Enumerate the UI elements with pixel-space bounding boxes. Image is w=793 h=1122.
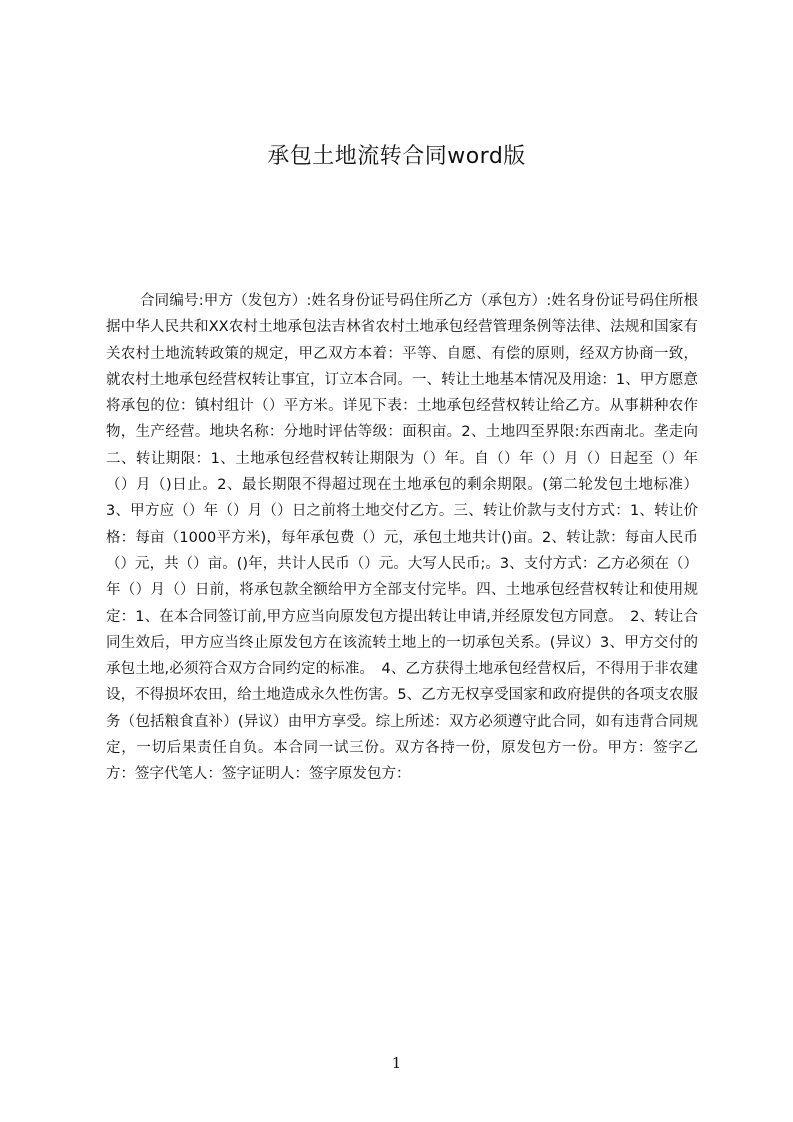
contract-body-text: 合同编号:甲方（发包方）:姓名身份证号码住所乙方（承包方）:姓名身份证号码住所根据中华人民共和XX农村土地承包法吉林省农村土地承包经营管理条例等法律、法规和国家有关农村土地流转政策的规定，甲乙双方本着：平等、自愿、有偿的原则，经双方协商一致，就农村土地承包经营权转让事宜，订立本合同。一、转让土地基本情况及用途：1、甲方愿意将承包的位：镇村组计（）平方米。详见下表：土地承包经营权转让给乙方。从事耕种农作物，生产经营。地块名称：分地时评估等级：面积亩。2、土地四至界限:东西南北。垄走向 二、转让期限：1、土地承包经营权转让期限为（）年。自（）年（）月（）日起至（）年（）月（)日止。2、最长期限不得超过现在土地承包的剩余期限。(第二轮发包土地标准）3、甲方应（）年（）月（）日之前将土地交付乙方。三、转让价款与支付方式：1、转让价格：每亩（1000平方米)，每年承包费（）元，承包土地共计()亩。2、转让款：每亩人民币（）元，共（）亩。()年，共计人民币（）元。大写人民币;。3、支付方式：乙方必须在（）年（）月（）日前，将承包款全额给甲方全部支付完毕。四、土地承包经营权转让和使用规定：1、在本合同签订前,甲方应当向原发包方提出转让申请,并经原发包方同意。 2、转让合同生效后，甲方应当终止原发包方在该流转土地上的一切承包关系。(异议）3、甲方交付的承包土地,必须符合双方合同约定的标准。 4、乙方获得土地承包经营权后，不得用于非农建设，不得损坏农田，给土地造成永久性伤害。5、乙方无权享受国家和政府提供的各项支农服务（包括粮食直补）(异议）由甲方享受。综上所述：双方必须遵守此合同，如有违背合同规定，一切后果责任自负。本合同一试三份。双方各持一份，原发包方一份。甲方：签字乙方：签字代笔人：签字证明人：签字原发包方： xyxy=(106,293,713,783)
document-title: 承包土地流转合同word版 xyxy=(267,144,526,169)
page-number: 1 xyxy=(391,1054,402,1072)
